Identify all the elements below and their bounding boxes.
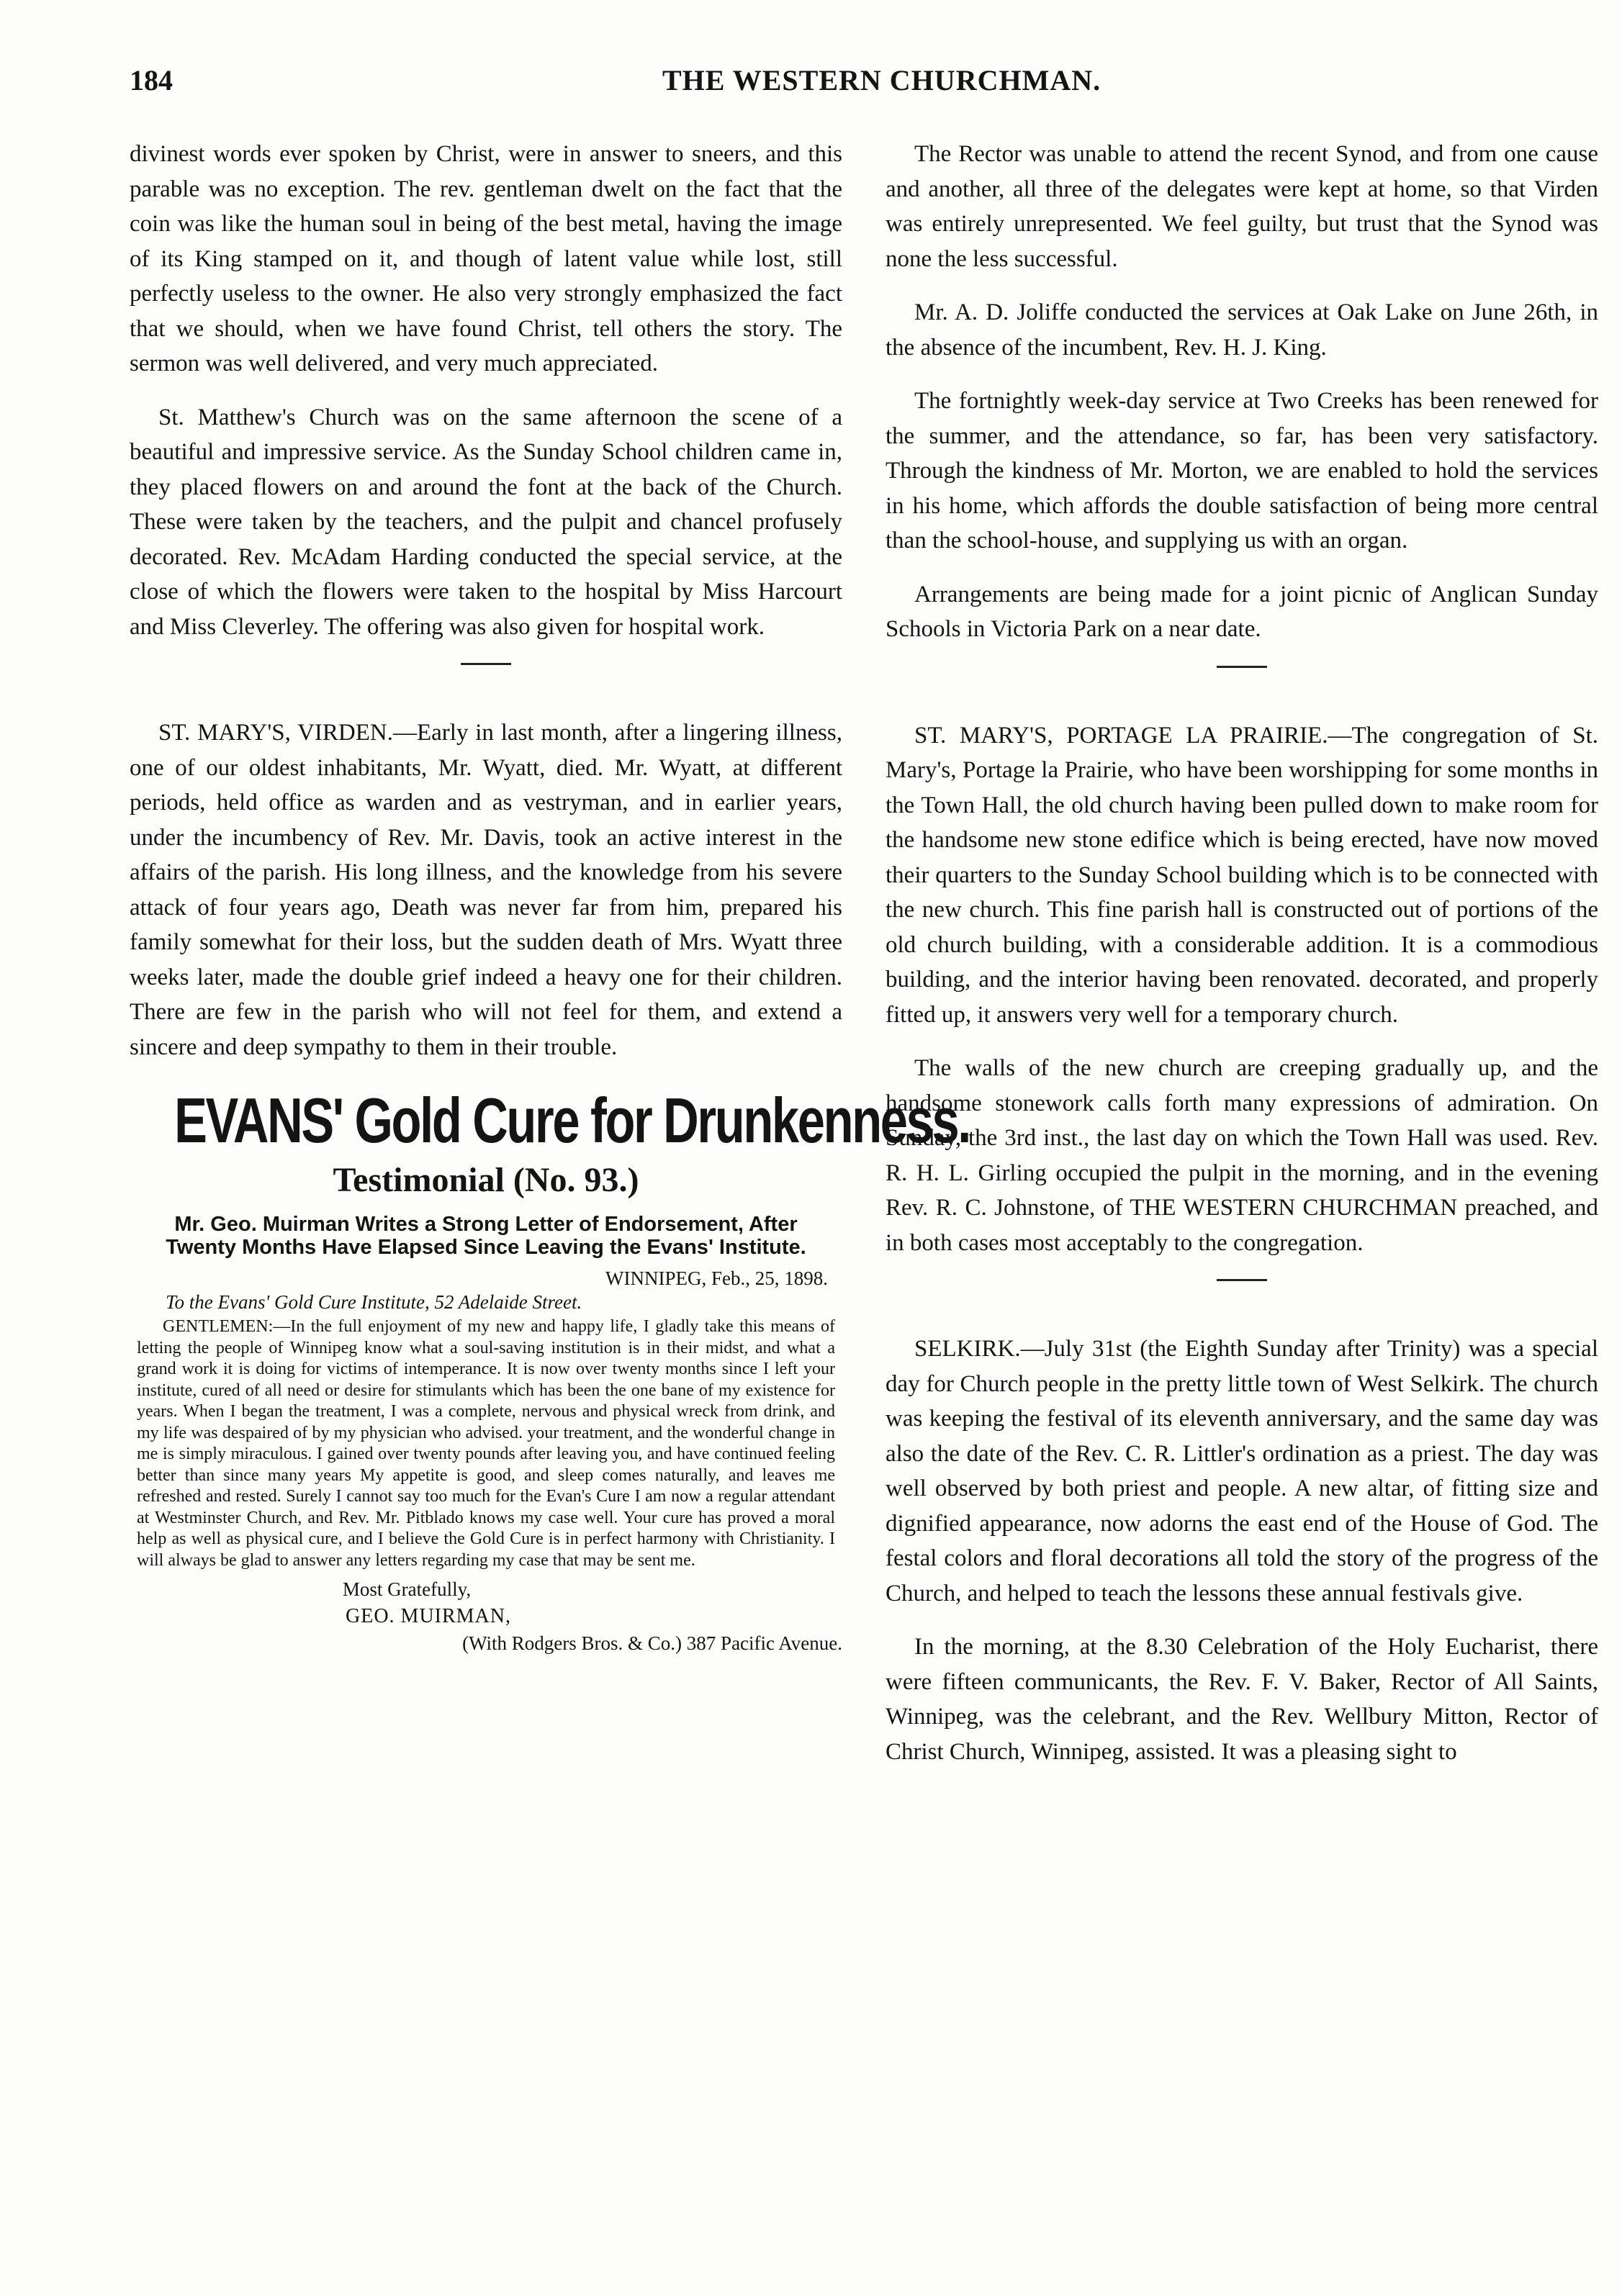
morning-celebration-paragraph: In the morning, at the 8.30 Celebration of the Holy Eucharist, there were fifteen communicants, the Rev. F. V. Baker, Rector of All Saints, Winnipeg, was the celebrant, and the Rev. Wellbury Mitton, Rector of Christ Church, Winnipeg, assisted. It was a pleasing sight to [886, 1634, 1598, 1765]
ad-headline: Mr. Geo. Muirman Writes a Strong Letter of Endorsement, After Twenty Months Have Elapsed Since Leaving the Evans' Institute. [166, 1213, 806, 1259]
ad-closing: Most Gratefully, [342, 1578, 472, 1600]
ad-subtitle: Testimonial (No. 93.) [333, 1161, 639, 1199]
st-matthews-paragraph: St. Matthew's Church was on the same afternoon the scene of a beautiful and impressive service. As the Sunday School children came in, they placed flowers on and around the font at the back of the Church. These were taken by the teachers, and the pulpit and chancel profusely decorated. Rev. McAdam Harding conducted the special service, at the close of which the flowers were taken to the hospital by Miss Harcourt and Miss Cleverley. The offering was also given for hospital work. [130, 404, 842, 640]
running-title: THE WESTERN CHURCHMAN. [662, 64, 1101, 96]
selkirk-paragraph: SELKIRK.—July 31st (the Eighth Sunday after Trinity) was a special day for Church people in the pretty little town of West Selkirk. The church was keeping the festival of its eleventh anniversary, and the same day was also the date of the Rev. C. R. Littler's ordination as a priest. The day was well observed by both priest and people. A new altar, of fitting size and dignified appearance, now adorns the east end of the House of God. The festal colors and floral decorations all told the story of the progress of the Church, and helped to teach the lessons these annual festivals give. [886, 1336, 1598, 1606]
picnic-paragraph: Arrangements are being made for a joint picnic of Anglican Sunday Schools in Victoria Park on a near date. [886, 581, 1598, 642]
page-header [130, 63, 1497, 107]
page-number: 184 [130, 64, 173, 96]
st-marys-virden-paragraph: ST. MARY'S, VIRDEN.—Early in last month, after a lingering illness, one of our oldest inhabitants, Mr. Wyatt, died. Mr. Wyatt, at different periods, held office as warden and as vestryman, and in earlier years, under the incumbency of Rev. Mr. Davis, took an active interest in the affairs of the parish. His long illness, and the knowledge from his severe attack of four years ago, Death was never far from him, prepared his family somewhat for their loss, but the sudden death of Mrs. Wyatt three weeks later, made the double grief indeed a heavy one for their children. There are few in the parish who will not feel for them, and extend a sincere and deep sympathy to them in their trouble. [130, 720, 842, 1060]
right-column [886, 137, 1598, 1788]
ad-address: To the Evans' Gold Cure Institute, 52 Adelaide Street. [166, 1291, 582, 1313]
ad-signature: GEO. MUIRMAN, [346, 1605, 511, 1627]
section-divider [1217, 1279, 1267, 1281]
rector-synod-paragraph: The Rector was unable to attend the recent Synod, and from one cause and another, all three of the delegates were kept at home, so that Virden was entirely unrepresented. We feel guilty, but trust that the Synod was none the less successful. [886, 141, 1598, 272]
ad-dateline: WINNIPEG, Feb., 25, 1898. [605, 1267, 828, 1289]
sermon-continuation-paragraph: divinest words ever spoken by Christ, were in answer to sneers, and this parable was no exception. The rev. gentleman dwelt on the fact that the coin was like the human soul in being of the best metal, having the image of its King stamped on it, and though of latent value while lost, still perfectly useless to the owner. He also very strongly emphasized the fact that we should, when we have found Christ, tell others the story. The sermon was well delivered, and very much appreciated. [130, 141, 842, 376]
oak-lake-paragraph: Mr. A. D. Joliffe conducted the services at Oak Lake on June 26th, in the absence of the incumbent, Rev. H. J. King. [886, 299, 1598, 361]
ad-letter-body: GENTLEMEN:—In the full enjoyment of my new and happy life, I gladly take this means of letting the people of Winnipeg know what a soul-saving institution is in their midst, and what a grand work it is doing for victims of intemperance. It is now over twenty months since I left your institute, cured of all need or desire for stimulants which has been the one bane of my existence for years. When I began the treatment, I was a complete, nervous and physical wreck from drink, and my life was despaired of by my physician who advised. your treatment, and the wonderful change in me is simply miraculous. I gained over twenty pounds after leaving you, and have continued feeling better than since many years My appetite is good, and sleep comes naturally, and leaves me refreshed and rested. Surely I cannot say too much for the Evan's Cure I am now a regular attendant at Westminster Church, and Rev. Mr. Pitblado knows my case well. Your cure has proved a moral help as well as physical cure, and I believe the Gold Cure is in perfect harmony with Christianity. I will always be glad to answer any letters regarding my case that may be sent me. [137, 1317, 835, 1570]
ad-company-line: (With Rodgers Bros. & Co.) 387 Pacific Avenue. [462, 1632, 842, 1654]
st-marys-portage-paragraph: ST. MARY'S, PORTAGE LA PRAIRIE.—The congregation of St. Mary's, Portage la Prairie, who have been worshipping for some months in the Town Hall, the old church having been pulled down to make room for the handsome new stone edifice which is being erected, have now moved their quarters to the Sunday School building which is to be connected with the new church. This fine parish hall is constructed out of portions of the old church building, with a considerable addition. It is a commodious building, and the interior having been renovated. decorated, and properly fitted up, it answers very well for a temporary church. [886, 722, 1598, 1028]
two-creeks-paragraph: The fortnightly week-day service at Two Creeks has been renewed for the summer, and the attendance, so far, has been very satisfactory. Through the kindness of Mr. Morton, we are enabled to hold the services in his home, which affords the double satisfaction of being more central than the school-house, and supplying us with an organ. [886, 388, 1598, 553]
ad-title: EVANS' Gold Cure for Drunkenness. [174, 1085, 970, 1156]
new-church-walls-paragraph: The walls of the new church are creeping gradually up, and the handsome stonework calls forth many expressions of admiration. On Sunday, the 3rd inst., the last day on which the Town Hall was used. Rev. R. H. L. Girling occupied the pulpit in the morning, and in the evening Rev. R. C. Johnstone, of THE WESTERN CHURCHMAN preached, and in both cases most acceptably to the congregation. [886, 1055, 1598, 1256]
advertisement [130, 1083, 970, 1655]
left-column [130, 137, 970, 1655]
section-divider [461, 663, 511, 665]
section-divider [1217, 666, 1267, 668]
